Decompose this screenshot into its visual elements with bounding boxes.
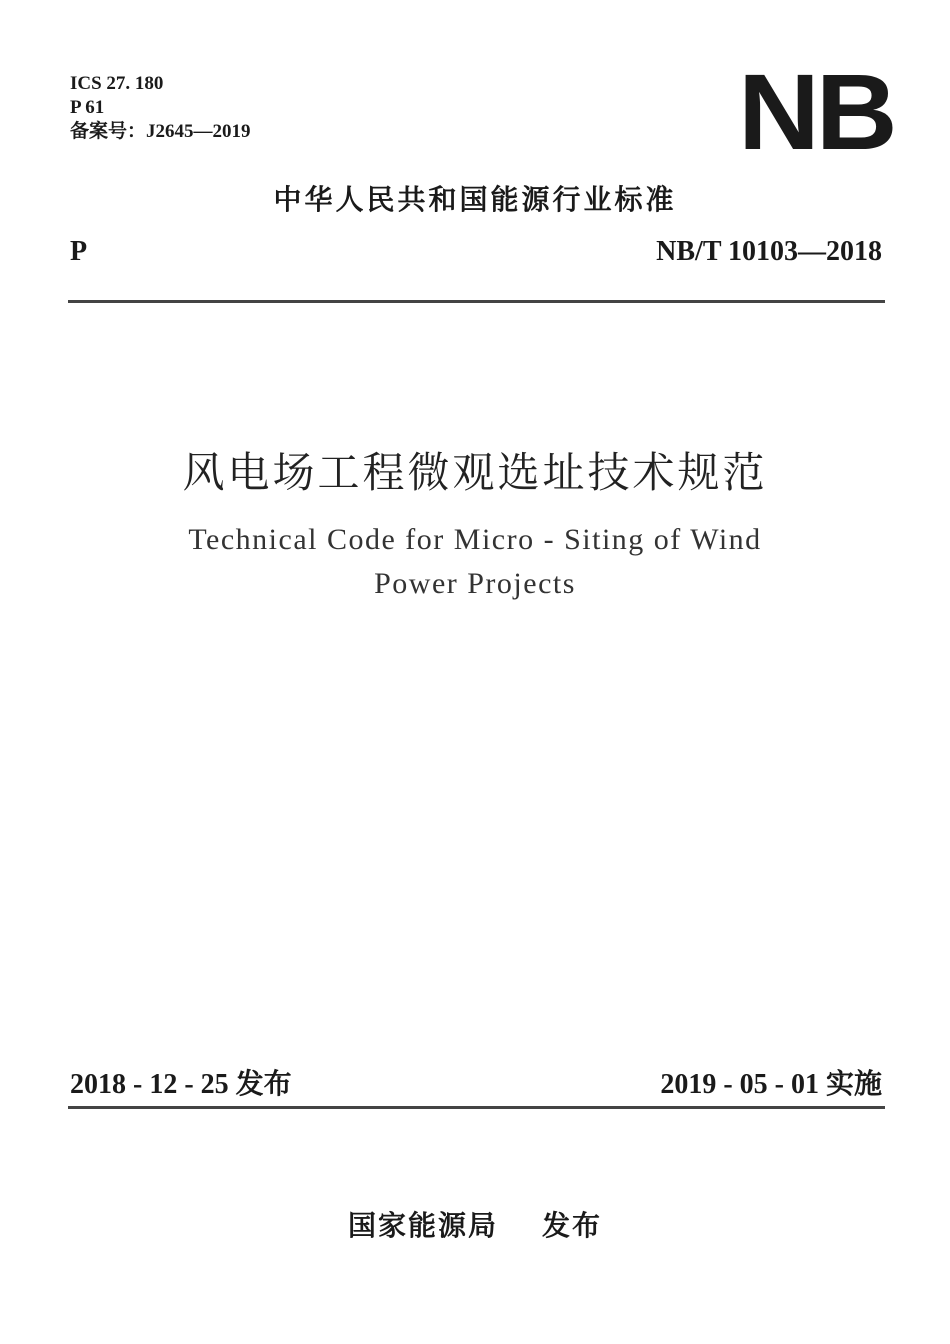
bottom-divider: [68, 1106, 885, 1109]
effective-date: 2019 - 05 - 01 实施: [660, 1069, 882, 1100]
top-divider: [68, 300, 885, 303]
standard-code: NB/T 10103—2018: [656, 236, 882, 267]
standard-metadata: [70, 72, 251, 144]
ics-code: ICS 27. 180: [70, 73, 164, 94]
classification: P: [70, 236, 88, 267]
authority-name: 国家能源局: [347, 1209, 498, 1242]
ccs-code: P 61: [70, 97, 105, 118]
standard-category: 中华人民共和国能源行业标准: [273, 183, 677, 216]
publish-date: 2018 - 12 - 25 发布: [70, 1069, 292, 1100]
title-english: Technical Code for Micro - Siting of Wind Power Projects: [188, 523, 762, 600]
title-chinese: 风电场工程微观选址技术规范: [182, 448, 768, 497]
authority-action: 发布: [542, 1209, 603, 1242]
issuing-authority: [0, 1204, 950, 1244]
filing-number: 备案号：J2645—2019: [70, 121, 251, 142]
nb-logo: NB: [738, 51, 894, 172]
